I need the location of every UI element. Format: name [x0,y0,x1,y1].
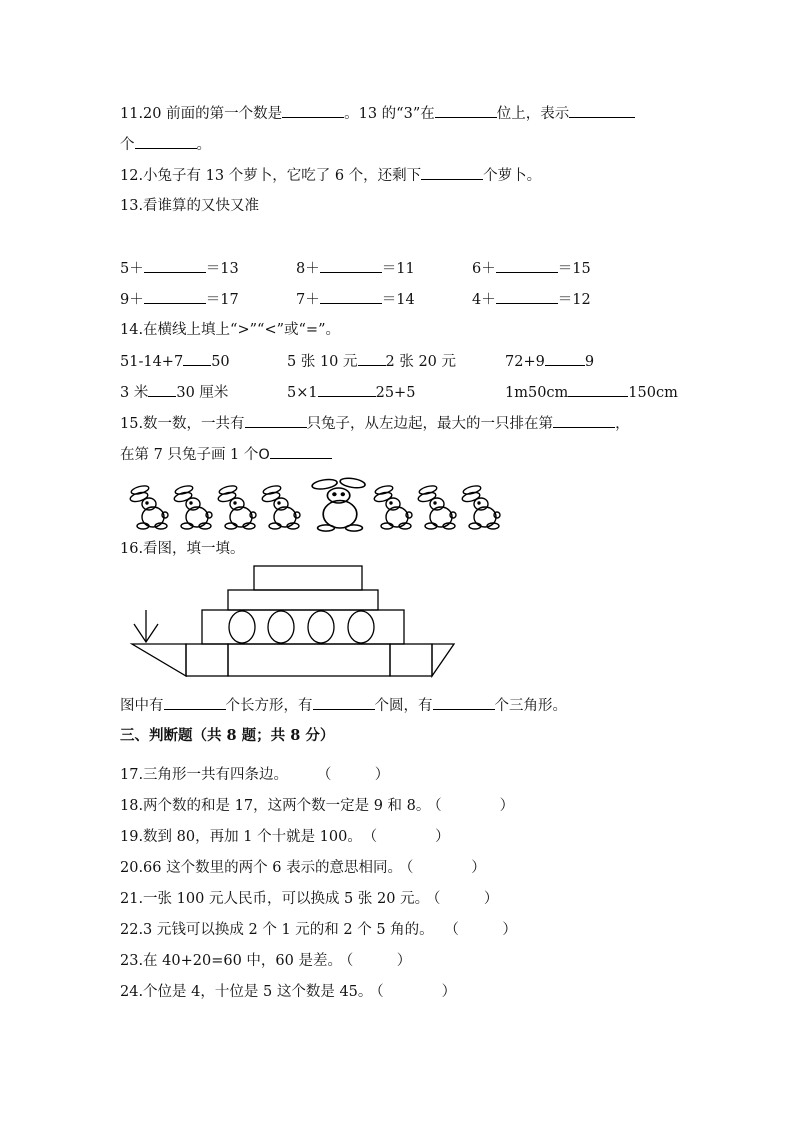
answer-blank[interactable] [164,695,226,710]
rabbits-illustration [125,473,525,533]
q11-text-c: 位上，表示 [496,106,570,122]
answer-blank[interactable] [270,444,332,459]
q14-item: 72+9 9 [505,351,594,372]
answer-blank[interactable] [496,289,558,304]
answer-paren[interactable]: （ ） [369,829,450,845]
rabbit-icon [373,484,412,529]
answer-blank[interactable] [433,695,495,710]
q13-item: 4＋ ＝12 [472,289,591,310]
q11-text-d: 个 [120,137,135,153]
answer-paren[interactable]: （ ） [324,767,390,783]
question-16-answer: 图中有 个长方形，有 个圆，有 个三角形。 [120,695,567,716]
q13-item: 7＋ ＝14 [296,289,415,310]
triangle-shape [132,644,186,676]
answer-blank[interactable] [358,351,386,366]
q11-text-e: 。 [196,137,211,153]
question-12 [120,165,541,186]
judgment-item: 22.3 元钱可以换成 2 个 1 元的和 2 个 5 角的。 （ ） [120,922,517,938]
answer-blank[interactable] [245,413,307,428]
answer-paren[interactable]: （ ） [451,922,517,938]
judgment-item: 18.两个数的和是 17，这两个数一定是 9 和 8。 （ ） [120,798,515,814]
q11-text-a: 11.20 前面的第一个数是 [120,106,283,122]
q14-item: 5 张 10 元 2 张 20 元 [287,351,456,372]
q13-item: 5＋ ＝13 [120,258,239,279]
answer-paren[interactable]: （ ） [346,953,412,969]
answer-blank[interactable] [144,289,206,304]
large-rabbit-icon [311,477,366,531]
answer-blank[interactable] [320,258,382,273]
answer-blank[interactable] [553,413,615,428]
answer-blank[interactable] [318,382,376,397]
question-14-title: 14.在横线上填上“>”“<”或“=”。 [120,322,340,338]
question-15-line-1: 15.数一数，一共有 只兔子，从左边起，最大的一只排在第 ， [120,413,630,434]
rabbit-icon [417,484,456,529]
answer-paren[interactable]: （ ） [406,860,486,876]
rabbit-icon [261,484,300,529]
answer-blank[interactable] [545,351,585,366]
question-15-line-2: 在第 7 只兔子画 1 个O [120,444,332,465]
q14-item: 5×1 25+5 [287,382,415,403]
q12-text-b: 个萝卜。 [483,168,542,184]
circle-shape [229,611,255,643]
q13-item: 9＋ ＝17 [120,289,239,310]
q11-text-b: 。13 的“3”在 [344,106,435,122]
answer-blank[interactable] [435,103,497,118]
answer-paren[interactable]: （ ） [376,984,457,1000]
rabbit-icon [217,484,256,529]
judgment-item: 23.在 40+20=60 中，60 是差。 （ ） [120,953,412,969]
judgment-item: 24.个位是 4，十位是 5 这个数是 45。 （ ） [120,984,457,1000]
rectangle-shape [228,644,390,676]
rectangle-shape [390,644,432,676]
q14-item: 3 米 30 厘米 [120,382,228,403]
q13-item: 8＋ ＝11 [296,258,415,279]
rectangle-shape [228,590,378,610]
answer-blank[interactable] [183,351,211,366]
answer-blank[interactable] [148,382,176,397]
answer-blank[interactable] [135,134,197,149]
answer-blank[interactable] [568,382,628,397]
judgment-item: 17.三角形一共有四条边。 （ ） [120,767,390,783]
judgment-item: 21.一张 100 元人民币，可以换成 5 张 20 元。 （ ） [120,891,499,907]
answer-blank[interactable] [421,165,483,180]
triangle-shape [432,644,454,676]
rabbit-icon [129,484,168,529]
answer-blank[interactable] [144,258,206,273]
judgment-item: 19.数到 80，再加 1 个十就是 100。 （ ） [120,829,450,845]
q13-item: 6＋ ＝15 [472,258,591,279]
answer-blank[interactable] [496,258,558,273]
answer-blank[interactable] [320,289,382,304]
answer-blank[interactable] [313,695,375,710]
judgment-item: 20.66 这个数里的两个 6 表示的意思相同。 （ ） [120,860,486,876]
section-3-title: 三、判断题（共 8 题；共 8 分） [120,727,335,744]
rectangle-shape [254,566,362,590]
answer-paren[interactable]: （ ） [433,891,499,907]
q14-item: 51-14+7 50 [120,351,230,372]
circle-shape [308,611,334,643]
answer-paren[interactable]: （ ） [434,798,515,814]
q14-item: 1m50cm 150cm [505,382,678,403]
question-11-line-2 [120,134,211,155]
circle-shape [348,611,374,643]
question-16-title: 16.看图，填一填。 [120,541,245,557]
circle-symbol: O [258,447,270,463]
rectangle-shape [186,644,228,676]
answer-blank[interactable] [569,103,635,118]
q12-text-a: 12.小兔子有 13 个萝卜，它吃了 6 个，还剩下 [120,168,422,184]
question-13-title: 13.看谁算的又快又准 [120,198,260,214]
circle-shape [268,611,294,643]
question-11-line-1 [120,103,635,124]
rabbit-icon [461,484,500,529]
answer-blank[interactable] [282,103,344,118]
boat-figure [128,562,458,692]
rabbit-icon [173,484,212,529]
